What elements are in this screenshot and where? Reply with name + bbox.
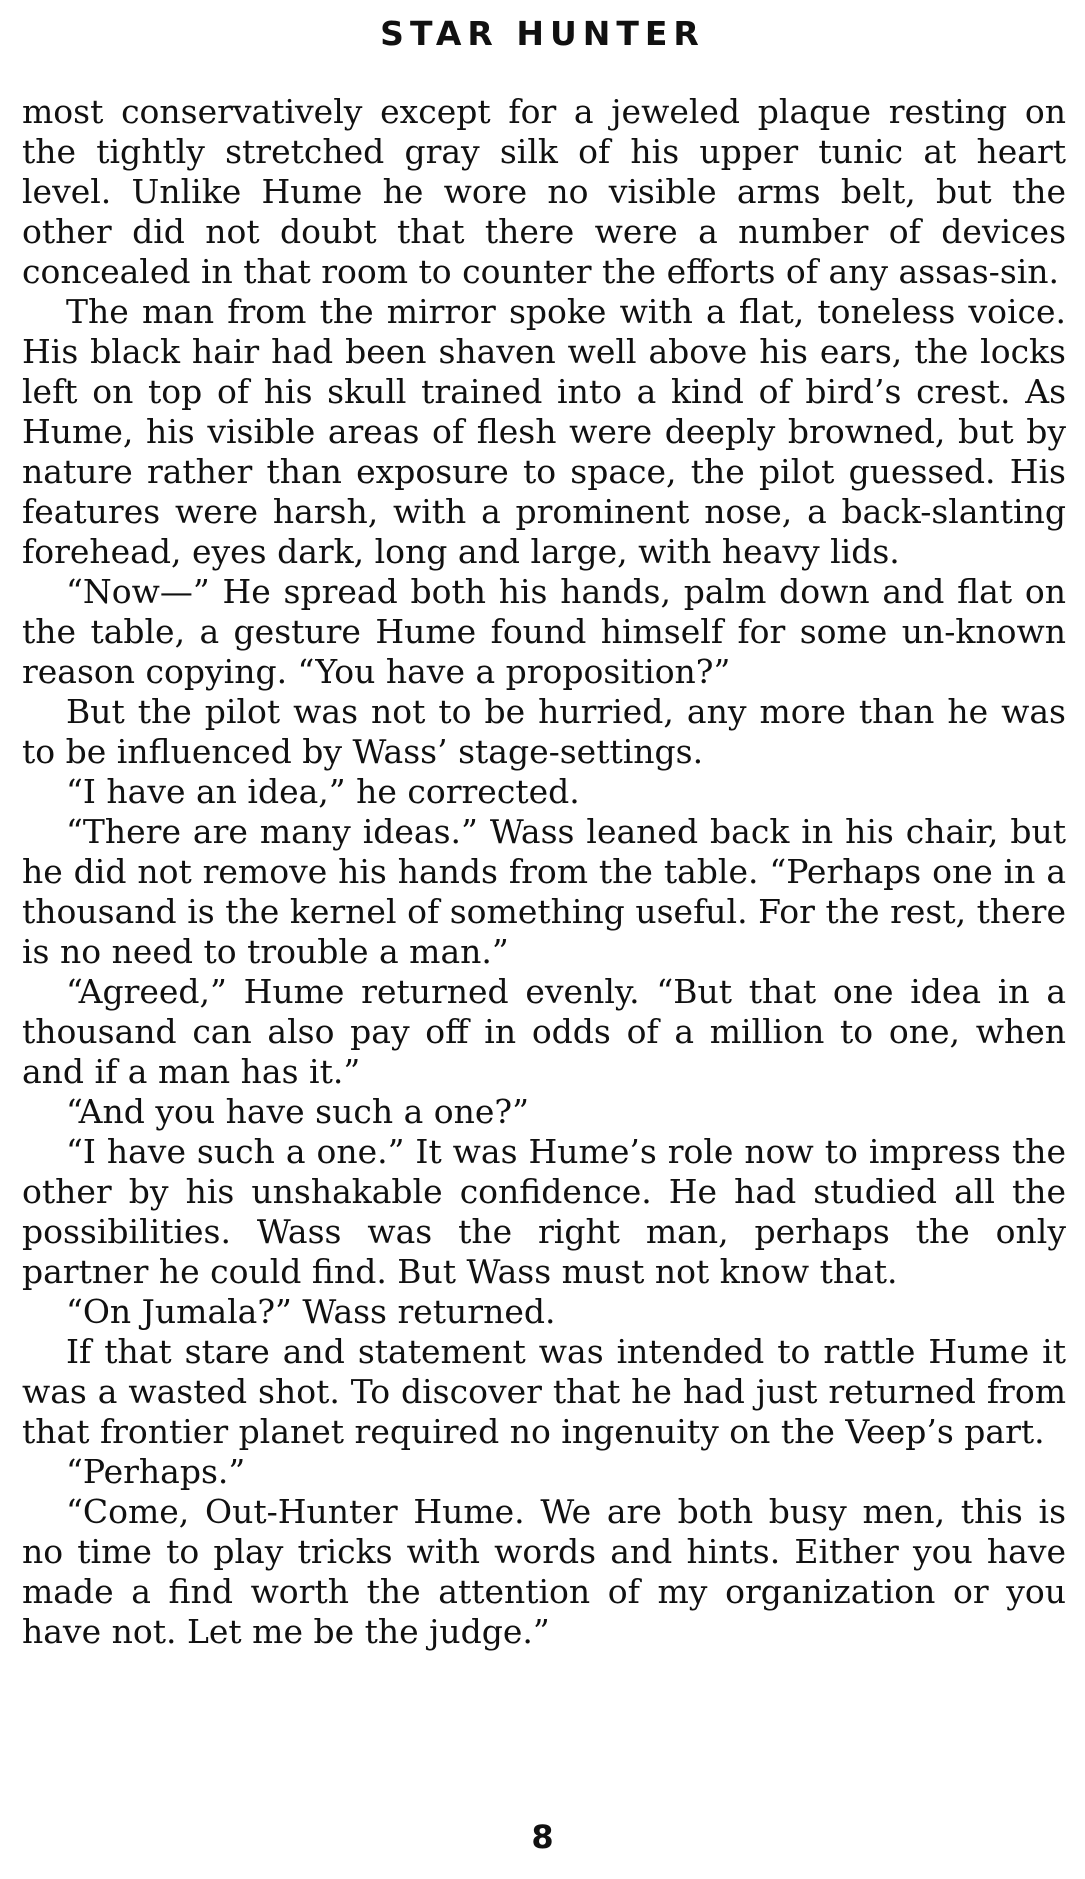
paragraph: “I have such a one.” It was Hume’s role now to impress the other by his unshakable confidence. He had studied all the possibilities. Wass was the right man, perhaps the only partner he could find. But Wass must not know that. xyxy=(22,1132,1066,1291)
paragraph: “Now—” He spread both his hands, palm down and flat on the table, a gesture Hume found himself for some un-known reason copying. “You have a proposition?” xyxy=(22,572,1066,691)
paragraph: The man from the mirror spoke with a flat, toneless voice. His black hair had been shaven well above his ears, the locks left on top of his skull trained into a kind of bird’s crest. As Hume, his visible areas of flesh were deeply browned, but by nature rather than exposure to space, the pilot guessed. His features were harsh, with a prominent nose, a back-slanting forehead, eyes dark, long and large, with heavy lids. xyxy=(22,292,1066,571)
paragraph: most conservatively except for a jeweled plaque resting on the tightly stretched gray silk of his upper tunic at heart level. Unlike Hume he wore no visible arms belt, but the other did not doubt that there were a number of devices concealed in that room to counter the efforts of any assas-sin. xyxy=(22,92,1066,291)
running-head: STAR HUNTER xyxy=(380,14,705,53)
paragraph: “There are many ideas.” Wass leaned back in his chair, but he did not remove his hands from the table. “Perhaps one in a thousand is the kernel of something useful. For the rest, there is no need to trouble a man.” xyxy=(22,812,1066,971)
body-text xyxy=(22,92,1066,1652)
paragraph: “I have an idea,” he corrected. xyxy=(66,772,580,811)
paragraph: “Agreed,” Hume returned evenly. “But that one idea in a thousand can also pay off in odds of a million to one, when and if a man has it.” xyxy=(22,972,1066,1091)
paragraph: “On Jumala?” Wass returned. xyxy=(66,1292,556,1331)
page-number: 8 xyxy=(531,1818,554,1856)
paragraph: “Perhaps.” xyxy=(66,1452,246,1491)
paragraph: If that stare and statement was intended to rattle Hume it was a wasted shot. To discover that he had just returned from that frontier planet required no ingenuity on the Veep’s part. xyxy=(22,1332,1066,1451)
paragraph: But the pilot was not to be hurried, any more than he was to be influenced by Wass’ stage-settings. xyxy=(22,692,1066,771)
paragraph: “Come, Out-Hunter Hume. We are both busy men, this is no time to play tricks with words and hints. Either you have made a find worth the attention of my organization or you have not. Let me be the judge.” xyxy=(22,1492,1066,1651)
paragraph: “And you have such a one?” xyxy=(66,1092,529,1131)
